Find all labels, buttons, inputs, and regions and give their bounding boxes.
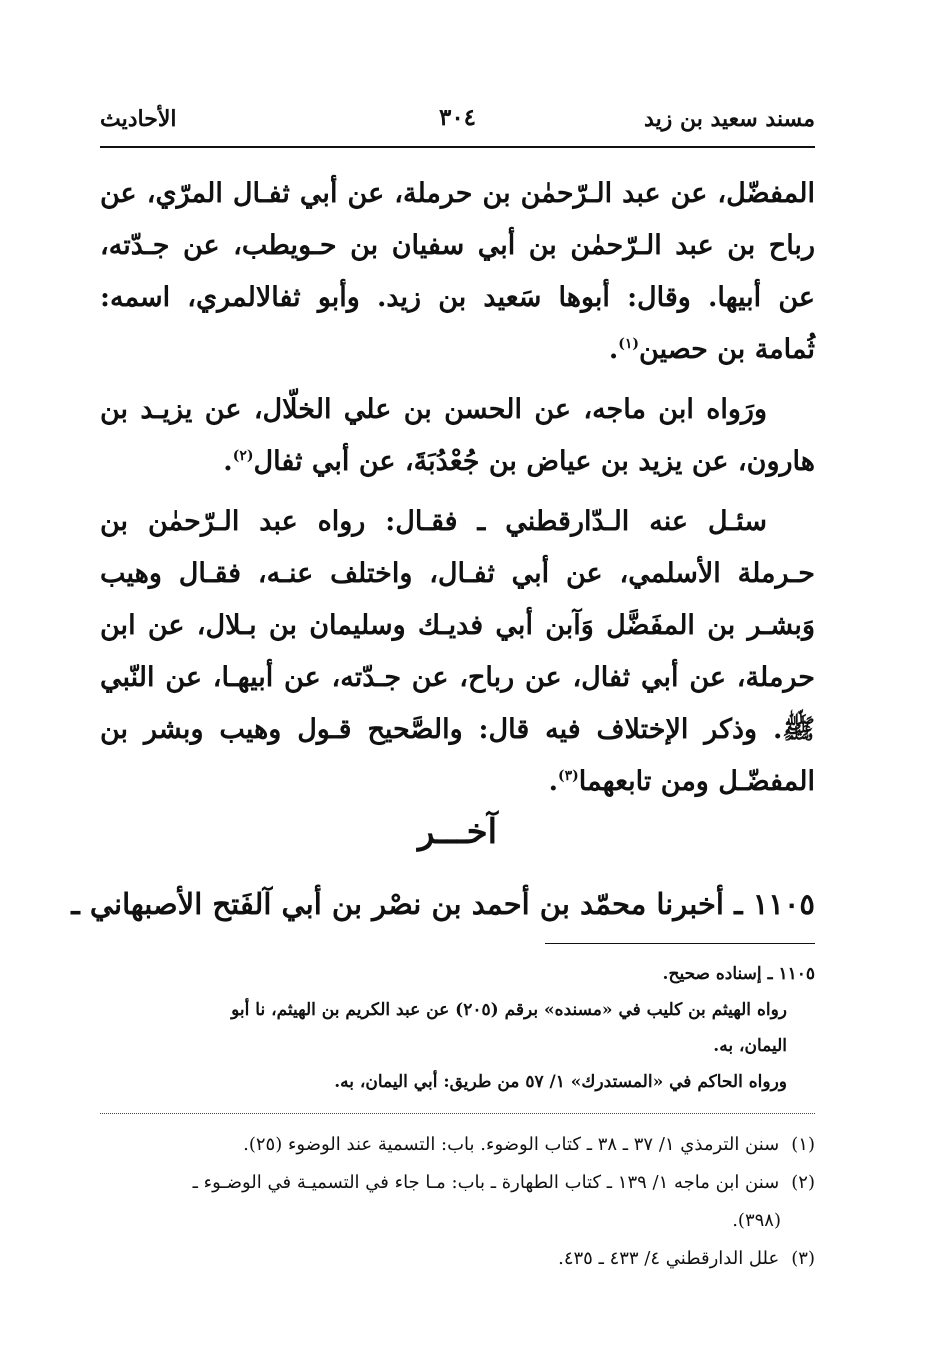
main-text	[100, 168, 815, 816]
text-line: المفَضَّل وَآبن أبي فديـك وسليمان بن بـلال، عن ابن حرملة، عن	[100, 610, 815, 693]
section-title: الأحاديث	[100, 106, 177, 132]
footnote-2	[100, 1164, 815, 1202]
footnote-ref-1[interactable]: (١)	[618, 336, 640, 352]
text-line: هارون، عن يزيد بن عياض بن جُعْدُبَةَ، عن أبي ثفال	[253, 446, 815, 477]
text-line: الأسلمي، عن أبي ثفـال، واختلف عنـه، فقـال وهيب وَبشـر بن	[100, 558, 815, 641]
book-title: مسند سعيد بن زيد	[644, 106, 815, 132]
footnote-text: علل الدارقطني ٤/ ٤٣٣ ـ ٤٣٥.	[558, 1248, 780, 1269]
footnote-text: سنن الترمذي ١/ ٣٧ ـ ٣٨ ـ كتاب الوضوء. باب: التسمية عند الوضوء (٢٥).	[243, 1134, 780, 1155]
text-line: سئـل عنه الـدّارقطني ـ فقـال: رواه عبد الـرّحمٰن بن حـرملة	[100, 506, 815, 589]
text-line: الإختلاف فيه قال: والصَّحيح قـول وهيب وبشر بن المفضّـل ومن	[100, 714, 815, 797]
footnote-2-cont: (٣٩٨).	[732, 1210, 781, 1231]
footnote-text: سنن ابن ماجه ١/ ١٣٩ ـ كتاب الطهارة ـ باب: مـا جاء في التسميـة في الوضـوء ـ	[192, 1172, 780, 1193]
section-heading: آخـــر	[417, 812, 498, 852]
text-line: أبي ثفال، عن رباح، عن جـدّته، عن أبيهـا، عن النّبي ﷺ. وذكر	[100, 662, 815, 745]
text-line: أبيها. وقال: أبوها سَعيد بن زيد. وأبو ثفالالمري، اسمه: ثُمامة بن	[100, 282, 815, 365]
paragraph-3: سئـل عنه الـدّارقطني ـ فقـال: رواه عبد الـرّحمٰن بن حـرملة الأسلمي، عن أبي ثفـال، واختلف عنـه، فقـال وهيب وَبشـر بن المفَضَّل وَآبن أبي فديـك وسليمان بن بـلال، عن ابن حرملة، عن أبي ثفال، عن رباح، عن جـدّته، عن أبيهـا، عن النّبي ﷺ. وذكر الإختلاف فيه قال: والصَّحيح قـول وهيب وبشر بن المفضّـل ومن تابعهما$^{(٣)}$.	[100, 506, 815, 797]
footnote-number: (٢)	[791, 1172, 815, 1193]
hadith-start: ١١٠٥ ـ أخبرنا محمّد بن أحمد بن نصْر بن أبي آلفَتح الأصبهاني ـ	[71, 887, 815, 921]
running-header	[100, 100, 815, 144]
text-line: حصين	[639, 334, 708, 365]
takhrij-line: ١١٠٥ ـ إسناده صحيح.	[662, 964, 815, 984]
takhrij-line: رواه الهيثم بن كليب في «مسنده» برقم (٢٠٥) عن عبد الكريم بن الهيثم، نا أبو	[231, 1000, 787, 1020]
page-number: ٣٠٤	[438, 104, 477, 131]
takhrij-line: ورواه الحاكم في «المستدرك» ١/ ٥٧ من طريق: أبي اليمان، به.	[334, 1072, 787, 1092]
text-line: ورَواه ابن ماجه، عن الحسن بن علي الخلّال، عن يزيـد بن	[100, 394, 767, 425]
footnotes	[100, 1126, 815, 1278]
paragraph-2: ورَواه ابن ماجه، عن الحسن بن علي الخلّال، عن يزيـد بن هارون، عن يزيد بن عياض بن جُعْدُبَةَ، عن أبي ثفال$^{(٢)}$.	[100, 394, 815, 477]
header-divider	[100, 146, 815, 148]
paragraph-1: المفضّل، عن عبد الـرّحمٰن بن حرملة، عن أبي ثفـال المرّي، عن رباح بن عبد الـرّحمٰن بن أبي سفيان بن حـويطب، عن جـدّته، عن أبيها. وقال: أبوها سَعيد بن زيد. وأبو ثفالالمري، اسمه: ثُمامة بن حصين$^{(١)}$.	[100, 178, 815, 365]
footnotes-divider	[100, 1113, 815, 1114]
text-line: المفضّل، عن عبد الـرّحمٰن بن حرملة، عن أبي ثفـال المرّي، عن	[100, 178, 815, 209]
footnote-ref-2[interactable]: (٢)	[232, 448, 254, 464]
takhrij-divider	[545, 943, 815, 944]
footnote-number: (٣)	[791, 1248, 815, 1269]
takhrij-notes	[100, 956, 815, 1100]
footnote-1	[100, 1126, 815, 1164]
footnote-3	[100, 1240, 815, 1278]
footnote-ref-3[interactable]: (٣)	[558, 768, 579, 784]
takhrij-line: اليمان، به.	[713, 1036, 787, 1056]
text-line: رباح بن عبد الـرّحمٰن بن أبي سفيان بن حـويطب، عن جـدّته، عن	[100, 230, 815, 313]
text-line: تابعهما	[578, 766, 652, 797]
footnote-number: (١)	[791, 1134, 815, 1155]
